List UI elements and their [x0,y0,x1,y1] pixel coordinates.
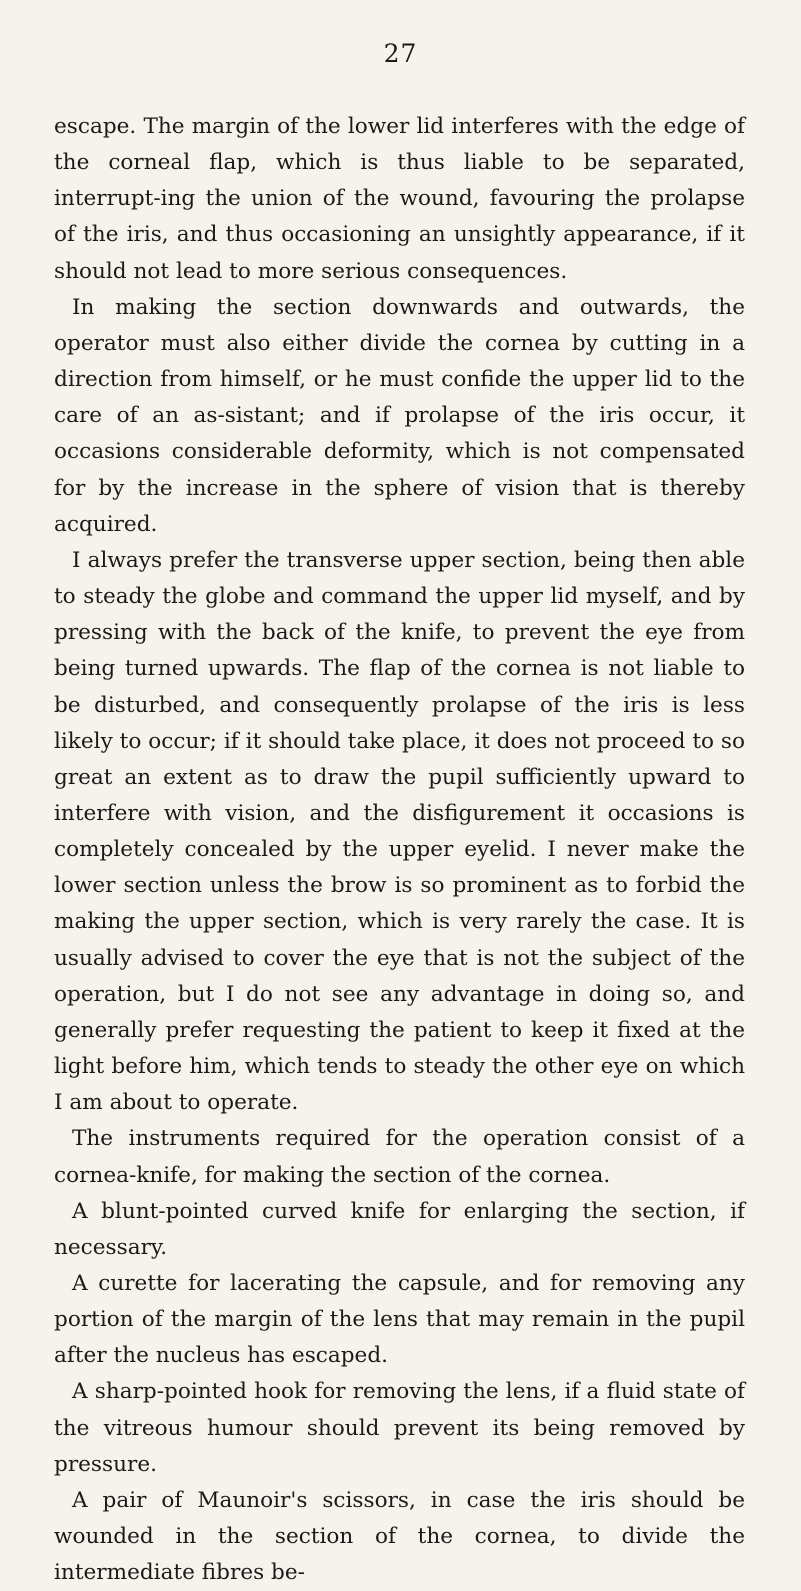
page-number: 27 [383,39,418,68]
paragraph: I always prefer the transverse upper section, being then able to steady the globe and command the upper lid myself, and by pressing with the back of the knife, to prevent the eye from being turned upwards. The flap of the cornea is not liable to be disturbed, and consequently prolapse of the iris is less likely to occur; if it should take place, it does not proceed to so great an extent as to draw the pupil sufficiently upward to interfere with vision, and the disfigurement it occasions is completely concealed by the upper eyelid. I never make the lower section unless the brow is so prominent as to forbid the making the upper section, which is very rarely the case. It is usually advised to cover the eye that is not the subject of the operation, but I do not see any advantage in doing so, and generally prefer requesting the patient to keep it fixed at the light before him, which tends to steady the other eye on which I am about to operate. [54,547,745,1116]
paragraph: A sharp-pointed hook for removing the lens, if a fluid state of the vitreous humour should prevent its being removed by pressure. [54,1379,745,1477]
paragraph: A curette for lacerating the capsule, and for removing any portion of the margin of the lens that may remain in the pupil after the nucleus has escaped. [54,1271,745,1369]
paragraph: escape. The margin of the lower lid interferes with the edge of the corneal flap, which is thus liable to be separated, interrupt-ing the union of the wound, favouring the prolapse of the iris, and thus occasioning an unsightly appearance, if it should not lead to more serious consequences. [54,114,745,284]
paragraph: A pair of Maunoir's scissors, in case the iris should be wounded in the section of the cornea, to divide the intermediate fibres be- [54,1487,745,1586]
paragraph: The instruments required for the operation consist of a cornea-knife, for making the section of the cornea. [54,1126,745,1188]
paragraph: A blunt-pointed curved knife for enlarging the section, if necessary. [54,1198,745,1260]
body-text [54,109,745,1591]
paragraph: In making the section downwards and outwards, the operator must also either divide the cornea by cutting in a direction from himself, or he must confide the upper lid to the care of an as-sistant; and if prolapse of the iris occur, it occasions considerable deformity, which is not compensated for by the increase in the sphere of vision that is thereby acquired. [54,294,745,537]
